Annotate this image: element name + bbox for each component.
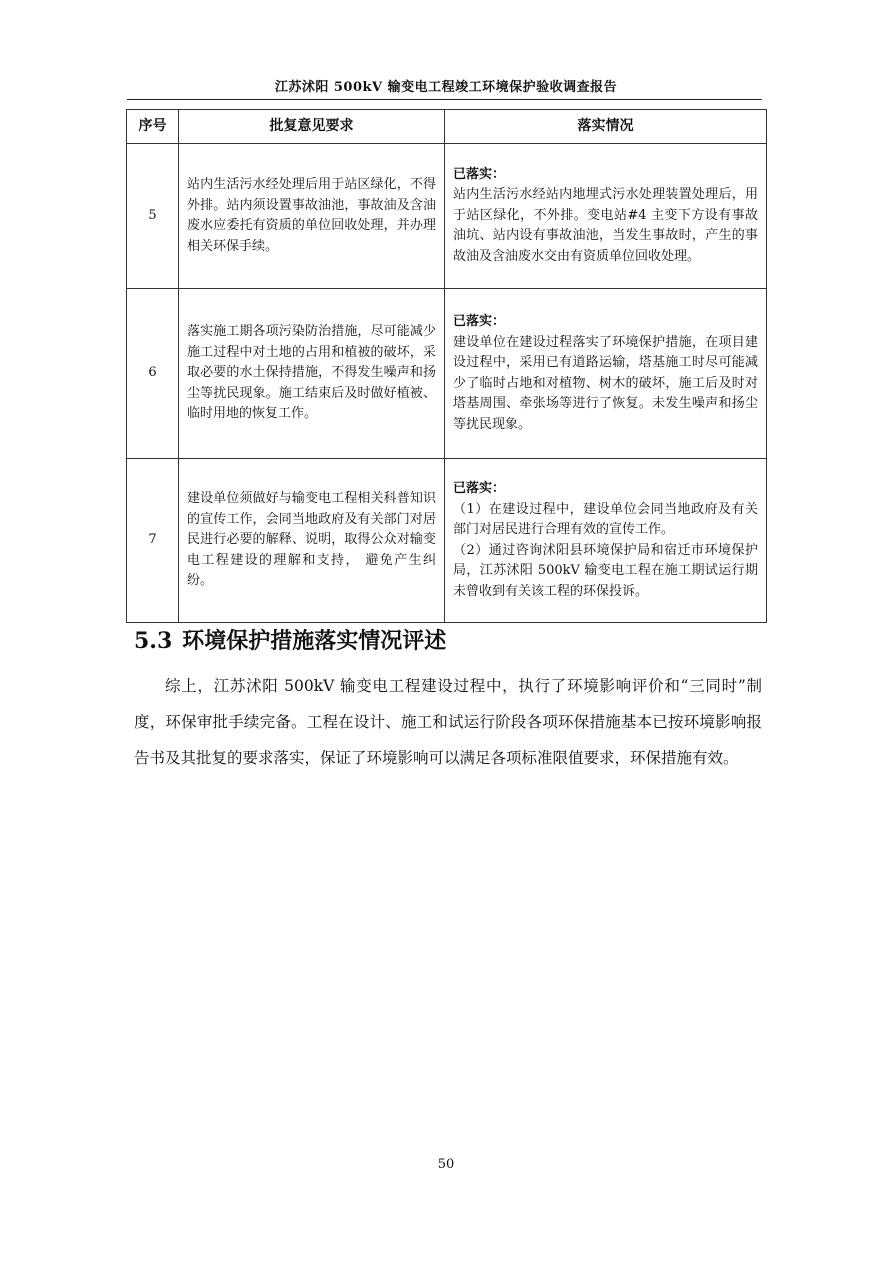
approval-requirements-table: [126, 109, 767, 623]
implementation-cell: [445, 459, 767, 623]
row-number: 6: [127, 289, 179, 459]
requirement-cell: 建设单位须做好与输变电工程相关科普知识的宣传工作，会同当地政府及有关部门对居民进行必要的解释、说明，取得公众对输变电工程建设的理解和支持， 避免产生纠纷。: [179, 459, 445, 623]
requirement-cell: 站内生活污水经处理后用于站区绿化，不得外排。站内须设置事故油池，事故油及含油废水应委托有资质的单位回收处理，并办理相关环保手续。: [179, 144, 445, 289]
page-number: 50: [437, 1157, 455, 1172]
implementation-text: 建设单位在建设过程落实了环境保护措施，在项目建设过程中，采用已有道路运输，塔基施工时尽可能减少了临时占地和对植物、树木的破坏，施工后及时对塔基周围、牵张场等进行了恢复。未发生噪声和扬尘等扰民现象。: [453, 334, 758, 432]
table-row: [127, 459, 767, 623]
implementation-text: （1）在建设过程中，建设单位会同当地政府及有关部门对居民进行合理有效的宣传工作。: [453, 501, 758, 537]
section-title: 环境保护措施落实情况评述: [182, 629, 447, 654]
table-row: [127, 144, 767, 289]
header-divider: [127, 99, 762, 100]
implementation-cell: [445, 289, 767, 459]
column-header-implementation: 落实情况: [445, 110, 767, 144]
section-number: 5.3: [134, 628, 173, 654]
implementation-cell: [445, 144, 767, 289]
implementation-status: 已落实：: [453, 481, 506, 496]
table-row: [127, 289, 767, 459]
column-header-requirement: 批复意见要求: [179, 110, 445, 144]
row-number: 5: [127, 144, 179, 289]
report-header-title: 江苏沭阳 500kV 输变电工程竣工环境保护验收调查报告: [274, 80, 618, 95]
column-header-number: 序号: [127, 110, 179, 144]
section-heading: [134, 624, 446, 655]
implementation-text: 站内生活污水经站内地埋式污水处理装置处理后，用于站区绿化，不外排。变电站#4 主变下方设有事故油坑、站内设有事故油池，当发生事故时，产生的事故油及含油废水交由有资质单位回收处理。: [453, 187, 758, 264]
table-header-row: [127, 110, 767, 144]
implementation-text: （2）通过咨询沭阳县环境保护局和宿迁市环境保护局，江苏沭阳 500kV 输变电工程在施工期试运行期未曾收到有关该工程的环保投诉。: [453, 542, 758, 599]
requirement-cell: 落实施工期各项污染防治措施，尽可能减少施工过程中对土地的占用和植被的破坏，采取必要的水土保持措施，不得发生噪声和扬尘等扰民现象。施工结束后及时做好植被、临时用地的恢复工作。: [179, 289, 445, 459]
row-number: 7: [127, 459, 179, 623]
section-body-paragraph: 综上，江苏沭阳 500kV 输变电工程建设过程中，执行了环境影响评价和“三同时”制度，环保审批手续完备。工程在设计、施工和试运行阶段各项环保措施基本已按环境影响报告书及其批复的要求落实，保证了环境影响可以满足各项标准限值要求，环保措施有效。: [134, 677, 762, 767]
implementation-status: 已落实：: [453, 314, 506, 329]
implementation-status: 已落实：: [453, 166, 506, 182]
